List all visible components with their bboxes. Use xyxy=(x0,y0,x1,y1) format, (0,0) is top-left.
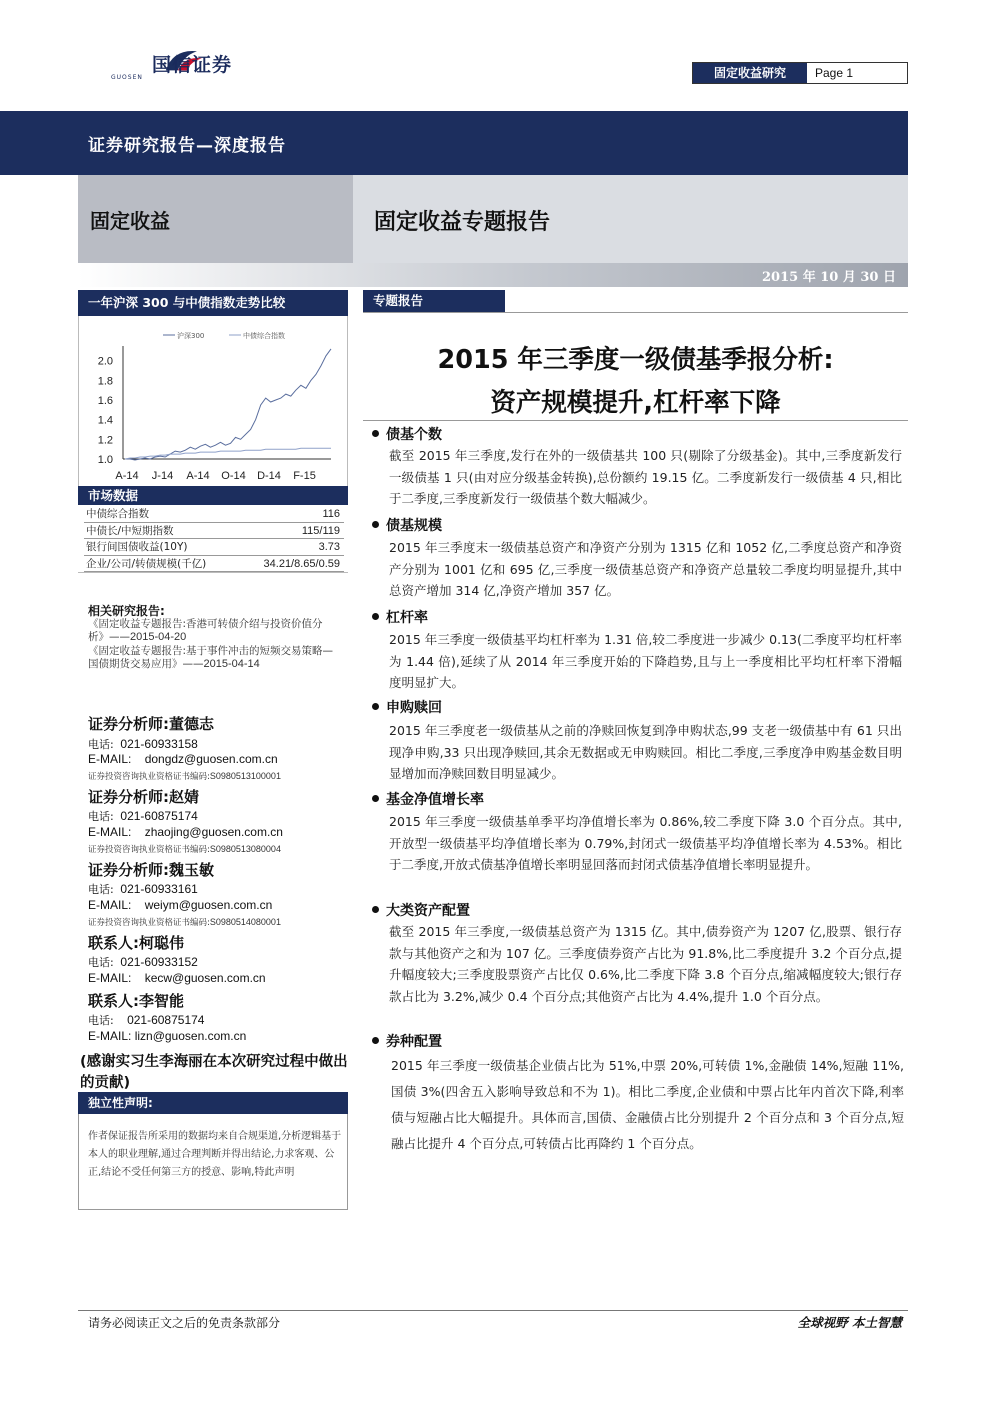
x-tick-label: F-15 xyxy=(293,470,316,482)
headline-line-2: 资产规模提升,杠杆率下降 xyxy=(490,388,781,418)
contact-email[interactable]: E-MAIL: lizn@guosen.com.cn xyxy=(88,1029,247,1043)
divider xyxy=(363,420,908,421)
section-body: 2015 年三季度一级债基平均杠杆率为 1.31 倍,较二季度进一步减少 0.13(二季度平均杠杆率为 1.44 倍),延续了从 2014 年三季度开始的下降趋势,且与上一季度相比平均杠杆率下滑幅度明显扩大。 xyxy=(389,632,902,690)
report-series-label: 固定收益研究 xyxy=(693,63,807,83)
market-data-title: 市场数据 xyxy=(78,486,348,505)
footer-divider xyxy=(78,1310,908,1311)
y-tick-label: 1.0 xyxy=(97,454,113,466)
sector-label: 固定收益 xyxy=(90,209,170,233)
bullet-icon xyxy=(372,703,379,710)
section-body: 2015 年三季度末一级债基总资产和净资产分别为 1315 亿和 1052 亿,二季度总资产和净资产分别为 1001 亿和 695 亿,三季度一级债基总资产和净资产总量较二季度均明显提升,其中总资产增加 314 亿,净资产增加 357 亿。 xyxy=(389,540,902,598)
section-heading: 大类资产配置 xyxy=(372,900,470,920)
acknowledgement: (感谢实习生李海丽在本次研究过程中做出的贡献) xyxy=(80,1054,348,1091)
section-heading: 申购赎回 xyxy=(372,697,442,717)
report-type-title: 固定收益专题报告 xyxy=(374,210,551,235)
analyst-cert: 证券投资咨询执业资格证书编码:S0980513080004 xyxy=(88,844,281,855)
analyst-email[interactable]: E-MAIL: weiym@guosen.com.cn xyxy=(88,898,273,912)
bullet-icon xyxy=(372,430,379,437)
related-report-title: 《固定收益专题报告:基于事件冲击的短频交易策略—国债期货交易应用》—— xyxy=(88,645,334,670)
related-report-title: 《固定收益专题报告:香港可转债介绍与投资价值分析》—— xyxy=(88,618,323,643)
y-tick-label: 1.6 xyxy=(97,395,113,408)
contact-phone: 电话: 021-60875174 xyxy=(88,1013,205,1027)
analyst-email[interactable]: E-MAIL: dongdz@guosen.com.cn xyxy=(88,752,278,766)
market-row-value: 115/119 xyxy=(301,524,340,537)
section-heading: 杠杆率 xyxy=(372,607,428,627)
section-body: 2015 年三季度一级债基单季平均净值增长率为 0.86%,较二季度下降 3.0 个百分点。其中,开放型一级债基平均净值增长率为 0.79%,封闭式一级债基平均净值增长率为 4.53%。相比于二季度,开放式债基净值增长率明显回落而封闭式债基净值增长率明显提升。 xyxy=(389,814,902,872)
report-category: 证券研究报告—深度报告 xyxy=(88,136,286,156)
x-tick-label: J-14 xyxy=(151,470,174,482)
headline-line-1: 2015 年三季度一级债基季报分析: xyxy=(437,345,834,375)
market-row-label: 企业/公司/转债规模(千亿) xyxy=(86,557,207,570)
market-row xyxy=(84,556,344,573)
related-research-title: 相关研究报告: xyxy=(88,604,165,618)
contact-name: 联系人:李智能 xyxy=(88,992,184,1010)
analyst-cert: 证券投资咨询执业资格证书编码:S0980513100001 xyxy=(88,771,281,782)
y-tick-label: 2.0 xyxy=(97,355,113,368)
market-row-value: 34.21/8.65/0.59 xyxy=(263,557,340,570)
x-axis xyxy=(115,470,315,482)
related-report-date: 2015-04-14 xyxy=(203,658,260,670)
y-tick-label: 1.4 xyxy=(97,414,113,427)
x-tick-label: A-14 xyxy=(186,470,210,482)
section-body: 2015 年三季度一级债基企业债占比为 51%,中票 20%,可转债 1%,金融债 14%,短融 11%,国债 3%(四舍五入影响导致总和不为 1)。相比二季度,企业债和中票占比年内首次下降,利率债与短融占比大幅提升。具体而言,国债、金融债占比分别提升 2 个百分点和 3 个百分点,短融占比提升 4 个百分点,可转债占比再降约 1 个百分点。 xyxy=(391,1058,904,1151)
market-row-label: 银行间国债收益(10Y) xyxy=(86,541,188,553)
y-axis xyxy=(98,356,113,466)
analyst-phone: 电话: 021-60875174 xyxy=(88,809,198,823)
index-chart xyxy=(78,316,348,486)
chart-legend xyxy=(163,331,285,340)
market-data-table xyxy=(84,506,344,572)
section-heading: 债基规模 xyxy=(372,515,442,535)
section-body: 2015 年三季度老一级债基从之前的净赎回恢复到净申购状态,99 支老一级债基中有 61 只出现净申购,33 只出现净赎回,其余无数据或无申购赎回。相比二季度,三季度净申购基金数目明显增加而净赎回数目明显减少。 xyxy=(389,723,902,781)
market-row-label: 中债综合指数 xyxy=(86,508,149,520)
report-date: 2015 年 10 月 30 日 xyxy=(762,270,896,285)
analyst-cert: 证券投资咨询执业资格证书编码:S0980514080001 xyxy=(88,917,281,928)
bullet-icon xyxy=(372,1037,379,1044)
analyst-phone: 电话: 021-60933161 xyxy=(88,882,198,896)
y-tick-label: 1.2 xyxy=(97,434,113,447)
analyst-name: 证券分析师:魏玉敏 xyxy=(88,861,214,879)
section-body: 截至 2015 年三季度,发行在外的一级债基共 100 只(剔除了分级基金)。其中,三季度新发行一级债基 1 只(由对应分级基金转换),总份额约 19.15 亿。二季度新发行一级债基 4 只,相比于二季度,三季度新发行一级债基个数大幅减少。 xyxy=(389,448,902,506)
analyst-name: 证券分析师:董德志 xyxy=(88,715,214,733)
divider xyxy=(78,572,348,573)
section-heading: 债基个数 xyxy=(372,424,442,444)
y-tick-label: 1.8 xyxy=(97,375,113,388)
series-layer xyxy=(125,349,331,460)
section-body: 截至 2015 年三季度,一级债基总资产为 1315 亿。其中,债券资产为 1207 亿,股票、银行存款与其他资产之和为 107 亿。三季度债券资产占比为 91.8%,比二季度提升 3.2 个百分点,提升幅度较大;三季度股票资产占比仅 0.6%,比二季度下降 3.8 个百分点,缩减幅度较大;银行存款占比为 3.2%,减少 0.4 个百分点;其他资产占比为 4.4%,提升 1.0 个百分点。 xyxy=(389,924,902,1004)
analyst-email[interactable]: E-MAIL: zhaojing@guosen.com.cn xyxy=(88,825,283,839)
contact-phone: 电话: 021-60933152 xyxy=(88,955,198,969)
market-row-value: 3.73 xyxy=(318,541,340,553)
bullet-icon xyxy=(372,795,379,802)
series-line-hs300 xyxy=(125,349,331,460)
market-row-value: 116 xyxy=(322,508,340,520)
market-row xyxy=(84,506,344,523)
legend-label-hs300: 沪深300 xyxy=(177,332,205,340)
contact-name: 联系人:柯聪伟 xyxy=(88,934,184,952)
bullet-icon xyxy=(372,613,379,620)
logo-text: 国信证券 xyxy=(152,54,233,76)
page-indicator xyxy=(692,62,908,84)
slogan: 全球视野 本土智慧 xyxy=(797,1315,902,1330)
related-report-date: 2015-04-20 xyxy=(130,631,187,643)
x-tick-label: O-14 xyxy=(221,470,246,482)
bullet-icon xyxy=(372,906,379,913)
market-row-label: 中债长/中短期指数 xyxy=(86,524,174,537)
report-tag: 专题报告 xyxy=(363,290,505,312)
x-tick-label: A-14 xyxy=(115,470,139,482)
disclaimer-note: 请务必阅读正文之后的免责条款部分 xyxy=(88,1316,281,1330)
series-line-bond-index xyxy=(125,448,331,459)
page-number: Page 1 xyxy=(815,66,854,80)
independence-title: 独立性声明: xyxy=(78,1092,348,1114)
contact-email[interactable]: E-MAIL: kecw@guosen.com.cn xyxy=(88,971,266,985)
related-report-link[interactable] xyxy=(88,645,336,671)
index-chart-svg xyxy=(79,316,349,486)
analyst-name: 证券分析师:赵婧 xyxy=(88,788,199,806)
logo-subtext: GUOSEN xyxy=(111,74,143,81)
bullet-icon xyxy=(372,521,379,528)
chart-title: 一年沪深 300 与中债指数走势比较 xyxy=(78,290,348,316)
analyst-phone: 电话: 021-60933158 xyxy=(88,737,198,751)
divider xyxy=(363,312,908,313)
related-report-link[interactable] xyxy=(88,618,336,644)
legend-label-bond: 中债综合指数 xyxy=(243,332,285,340)
section-heading: 券种配置 xyxy=(372,1031,442,1051)
x-tick-label: D-14 xyxy=(257,470,281,482)
independence-text: 作者保证报告所采用的数据均来自合规渠道,分析逻辑基于本人的职业理解,通过合理判断并得出结论,力求客观、公正,结论不受任何第三方的授意、影响,特此声明 xyxy=(88,1131,342,1178)
section-heading: 基金净值增长率 xyxy=(372,789,484,809)
market-row xyxy=(84,539,344,556)
market-row xyxy=(84,523,344,540)
